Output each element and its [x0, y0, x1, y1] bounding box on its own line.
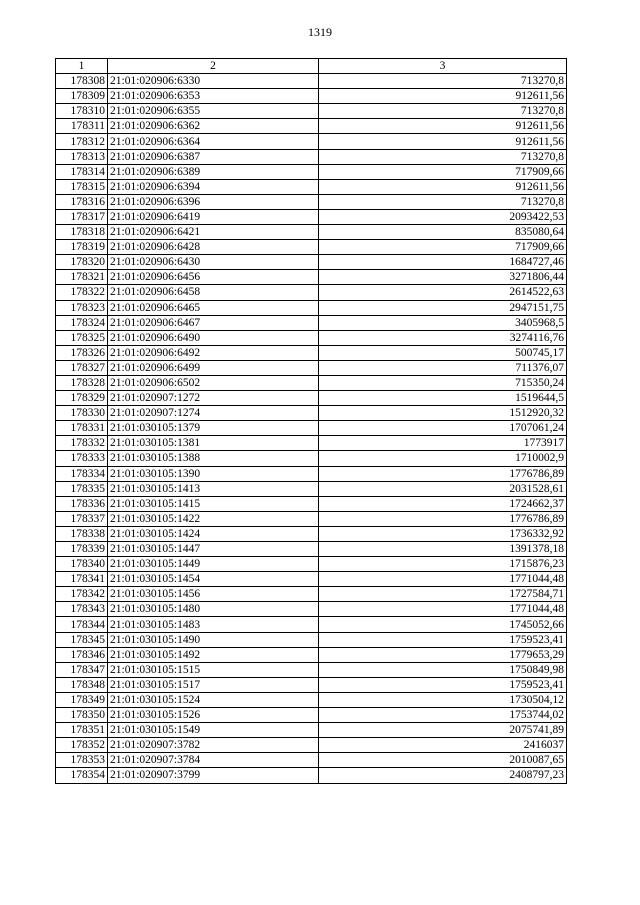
cadastral-number: 21:01:020906:6362 — [108, 119, 319, 134]
cadastral-number: 21:01:020907:3784 — [108, 753, 319, 768]
table-body — [56, 74, 567, 783]
cadastral-number: 21:01:020906:6353 — [108, 89, 319, 104]
row-number: 178338 — [56, 526, 108, 541]
cadastral-number: 21:01:020907:3799 — [108, 768, 319, 783]
cadastral-value: 1771044,48 — [319, 572, 567, 587]
cadastral-value: 713270,8 — [319, 149, 567, 164]
cadastral-number: 21:01:030105:1454 — [108, 572, 319, 587]
cadastral-number: 21:01:030105:1422 — [108, 511, 319, 526]
cadastral-number: 21:01:020906:6389 — [108, 164, 319, 179]
table-row — [56, 466, 567, 481]
table-row — [56, 240, 567, 255]
cadastral-value: 1684727,46 — [319, 255, 567, 270]
cadastral-value: 1773917 — [319, 436, 567, 451]
row-number: 178329 — [56, 391, 108, 406]
row-number: 178316 — [56, 194, 108, 209]
cadastral-value: 1745052,66 — [319, 617, 567, 632]
cadastral-number: 21:01:030105:1492 — [108, 647, 319, 662]
cadastral-value: 713270,8 — [319, 74, 567, 89]
cadastral-value: 3271806,44 — [319, 270, 567, 285]
cadastral-number: 21:01:020906:6419 — [108, 209, 319, 224]
table-row — [56, 542, 567, 557]
row-number: 178344 — [56, 617, 108, 632]
table-row — [56, 74, 567, 89]
table-row — [56, 255, 567, 270]
cadastral-value: 3274116,76 — [319, 330, 567, 345]
cadastral-number: 21:01:020906:6387 — [108, 149, 319, 164]
cadastral-number: 21:01:020906:6465 — [108, 300, 319, 315]
cadastral-value: 1707061,24 — [319, 421, 567, 436]
cadastral-value: 717909,66 — [319, 240, 567, 255]
table-row — [56, 662, 567, 677]
row-number: 178318 — [56, 225, 108, 240]
table-row — [56, 315, 567, 330]
cadastral-value: 1730504,12 — [319, 692, 567, 707]
cadastral-value: 1776786,89 — [319, 466, 567, 481]
cadastral-number: 21:01:030105:1447 — [108, 542, 319, 557]
row-number: 178340 — [56, 557, 108, 572]
cadastral-number: 21:01:030105:1480 — [108, 602, 319, 617]
row-number: 178314 — [56, 164, 108, 179]
row-number: 178327 — [56, 360, 108, 375]
cadastral-value: 2031528,61 — [319, 481, 567, 496]
table-row — [56, 119, 567, 134]
cadastral-number: 21:01:030105:1490 — [108, 632, 319, 647]
cadastral-number: 21:01:020907:1272 — [108, 391, 319, 406]
cadastral-value: 1771044,48 — [319, 602, 567, 617]
cadastral-value: 3405968,5 — [319, 315, 567, 330]
cadastral-value: 912611,56 — [319, 134, 567, 149]
table-row — [56, 632, 567, 647]
cadastral-value: 1779653,29 — [319, 647, 567, 662]
table-row — [56, 330, 567, 345]
table-row — [56, 300, 567, 315]
cadastral-number: 21:01:030105:1390 — [108, 466, 319, 481]
cadastral-number: 21:01:030105:1526 — [108, 708, 319, 723]
table-row — [56, 647, 567, 662]
table-row — [56, 496, 567, 511]
table-header — [56, 59, 567, 74]
cadastral-number: 21:01:020906:6467 — [108, 315, 319, 330]
row-number: 178351 — [56, 723, 108, 738]
table-row — [56, 391, 567, 406]
table-row — [56, 723, 567, 738]
cadastral-number: 21:01:020906:6499 — [108, 360, 319, 375]
row-number: 178319 — [56, 240, 108, 255]
table-row — [56, 360, 567, 375]
cadastral-value: 1727584,71 — [319, 587, 567, 602]
cadastral-number: 21:01:020906:6330 — [108, 74, 319, 89]
cadastral-value: 500745,17 — [319, 345, 567, 360]
cadastral-number: 21:01:020906:6458 — [108, 285, 319, 300]
row-number: 178347 — [56, 662, 108, 677]
row-number: 178345 — [56, 632, 108, 647]
cadastral-value: 2093422,53 — [319, 209, 567, 224]
cadastral-value: 835080,64 — [319, 225, 567, 240]
table-row — [56, 375, 567, 390]
cadastral-value: 2010087,65 — [319, 753, 567, 768]
table-row — [56, 149, 567, 164]
cadastral-number: 21:01:020906:6355 — [108, 104, 319, 119]
table-row — [56, 164, 567, 179]
table-row — [56, 134, 567, 149]
table-row — [56, 617, 567, 632]
row-number: 178310 — [56, 104, 108, 119]
row-number: 178325 — [56, 330, 108, 345]
row-number: 178339 — [56, 542, 108, 557]
cadastral-number: 21:01:030105:1413 — [108, 481, 319, 496]
cadastral-number: 21:01:030105:1456 — [108, 587, 319, 602]
row-number: 178352 — [56, 738, 108, 753]
column-header-2: 2 — [108, 59, 319, 74]
cadastral-value: 912611,56 — [319, 119, 567, 134]
cadastral-value-table — [55, 58, 567, 784]
table-row — [56, 557, 567, 572]
cadastral-value: 2947151,75 — [319, 300, 567, 315]
cadastral-number: 21:01:020907:3782 — [108, 738, 319, 753]
cadastral-number: 21:01:030105:1524 — [108, 692, 319, 707]
row-number: 178333 — [56, 451, 108, 466]
row-number: 178331 — [56, 421, 108, 436]
cadastral-value: 1391378,18 — [319, 542, 567, 557]
table-row — [56, 406, 567, 421]
cadastral-value: 2408797,23 — [319, 768, 567, 783]
cadastral-value: 1710002,9 — [319, 451, 567, 466]
row-number: 178341 — [56, 572, 108, 587]
table-row — [56, 89, 567, 104]
cadastral-number: 21:01:020907:1274 — [108, 406, 319, 421]
table-row — [56, 209, 567, 224]
cadastral-value: 2075741,89 — [319, 723, 567, 738]
cadastral-number: 21:01:020906:6364 — [108, 134, 319, 149]
row-number: 178309 — [56, 89, 108, 104]
table-row — [56, 104, 567, 119]
row-number: 178326 — [56, 345, 108, 360]
cadastral-number: 21:01:020906:6492 — [108, 345, 319, 360]
cadastral-value: 2416037 — [319, 738, 567, 753]
row-number: 178315 — [56, 179, 108, 194]
column-header-1: 1 — [56, 59, 108, 74]
row-number: 178308 — [56, 74, 108, 89]
table-row — [56, 179, 567, 194]
cadastral-number: 21:01:030105:1424 — [108, 526, 319, 541]
row-number: 178324 — [56, 315, 108, 330]
cadastral-value: 1519644,5 — [319, 391, 567, 406]
row-number: 178330 — [56, 406, 108, 421]
table-row — [56, 345, 567, 360]
table-row — [56, 481, 567, 496]
cadastral-number: 21:01:030105:1379 — [108, 421, 319, 436]
cadastral-number: 21:01:020906:6421 — [108, 225, 319, 240]
row-number: 178317 — [56, 209, 108, 224]
cadastral-value: 1512920,32 — [319, 406, 567, 421]
row-number: 178321 — [56, 270, 108, 285]
row-number: 178342 — [56, 587, 108, 602]
table-row — [56, 572, 567, 587]
table-row — [56, 738, 567, 753]
cadastral-value: 1759523,41 — [319, 632, 567, 647]
cadastral-value: 1736332,92 — [319, 526, 567, 541]
row-number: 178353 — [56, 753, 108, 768]
page-number: 1319 — [308, 25, 332, 39]
cadastral-number: 21:01:020906:6396 — [108, 194, 319, 209]
table-row — [56, 421, 567, 436]
cadastral-number: 21:01:030105:1388 — [108, 451, 319, 466]
row-number: 178335 — [56, 481, 108, 496]
table-row — [56, 677, 567, 692]
row-number: 178346 — [56, 647, 108, 662]
header-row — [56, 59, 567, 74]
table-row — [56, 753, 567, 768]
table-row — [56, 602, 567, 617]
cadastral-value: 2614522,63 — [319, 285, 567, 300]
cadastral-value: 715350,24 — [319, 375, 567, 390]
cadastral-value: 1759523,41 — [319, 677, 567, 692]
row-number: 178328 — [56, 375, 108, 390]
table-row — [56, 225, 567, 240]
cadastral-number: 21:01:020906:6394 — [108, 179, 319, 194]
cadastral-value: 912611,56 — [319, 89, 567, 104]
cadastral-number: 21:01:030105:1415 — [108, 496, 319, 511]
cadastral-value: 713270,8 — [319, 104, 567, 119]
table-row — [56, 511, 567, 526]
column-header-3: 3 — [319, 59, 567, 74]
row-number: 178334 — [56, 466, 108, 481]
cadastral-number: 21:01:020906:6490 — [108, 330, 319, 345]
cadastral-number: 21:01:030105:1515 — [108, 662, 319, 677]
cadastral-number: 21:01:020906:6502 — [108, 375, 319, 390]
table-row — [56, 526, 567, 541]
table-row — [56, 285, 567, 300]
cadastral-number: 21:01:020906:6428 — [108, 240, 319, 255]
row-number: 178320 — [56, 255, 108, 270]
row-number: 178354 — [56, 768, 108, 783]
cadastral-number: 21:01:030105:1517 — [108, 677, 319, 692]
table-row — [56, 587, 567, 602]
cadastral-value: 1750849,98 — [319, 662, 567, 677]
cadastral-number: 21:01:030105:1449 — [108, 557, 319, 572]
table-row — [56, 194, 567, 209]
row-number: 178343 — [56, 602, 108, 617]
table-row — [56, 768, 567, 783]
cadastral-value: 711376,07 — [319, 360, 567, 375]
cadastral-number: 21:01:020906:6456 — [108, 270, 319, 285]
cadastral-value: 1724662,37 — [319, 496, 567, 511]
row-number: 178332 — [56, 436, 108, 451]
table-row — [56, 270, 567, 285]
row-number: 178311 — [56, 119, 108, 134]
table-row — [56, 708, 567, 723]
row-number: 178349 — [56, 692, 108, 707]
row-number: 178350 — [56, 708, 108, 723]
cadastral-value: 717909,66 — [319, 164, 567, 179]
cadastral-value: 1715876,23 — [319, 557, 567, 572]
table-row — [56, 692, 567, 707]
cadastral-value: 1776786,89 — [319, 511, 567, 526]
table-row — [56, 436, 567, 451]
table-row — [56, 451, 567, 466]
cadastral-value: 1753744,02 — [319, 708, 567, 723]
cadastral-number: 21:01:030105:1483 — [108, 617, 319, 632]
cadastral-value: 912611,56 — [319, 179, 567, 194]
row-number: 178323 — [56, 300, 108, 315]
row-number: 178336 — [56, 496, 108, 511]
row-number: 178313 — [56, 149, 108, 164]
row-number: 178312 — [56, 134, 108, 149]
row-number: 178322 — [56, 285, 108, 300]
cadastral-value: 713270,8 — [319, 194, 567, 209]
row-number: 178348 — [56, 677, 108, 692]
row-number: 178337 — [56, 511, 108, 526]
cadastral-number: 21:01:030105:1549 — [108, 723, 319, 738]
cadastral-number: 21:01:030105:1381 — [108, 436, 319, 451]
cadastral-number: 21:01:020906:6430 — [108, 255, 319, 270]
